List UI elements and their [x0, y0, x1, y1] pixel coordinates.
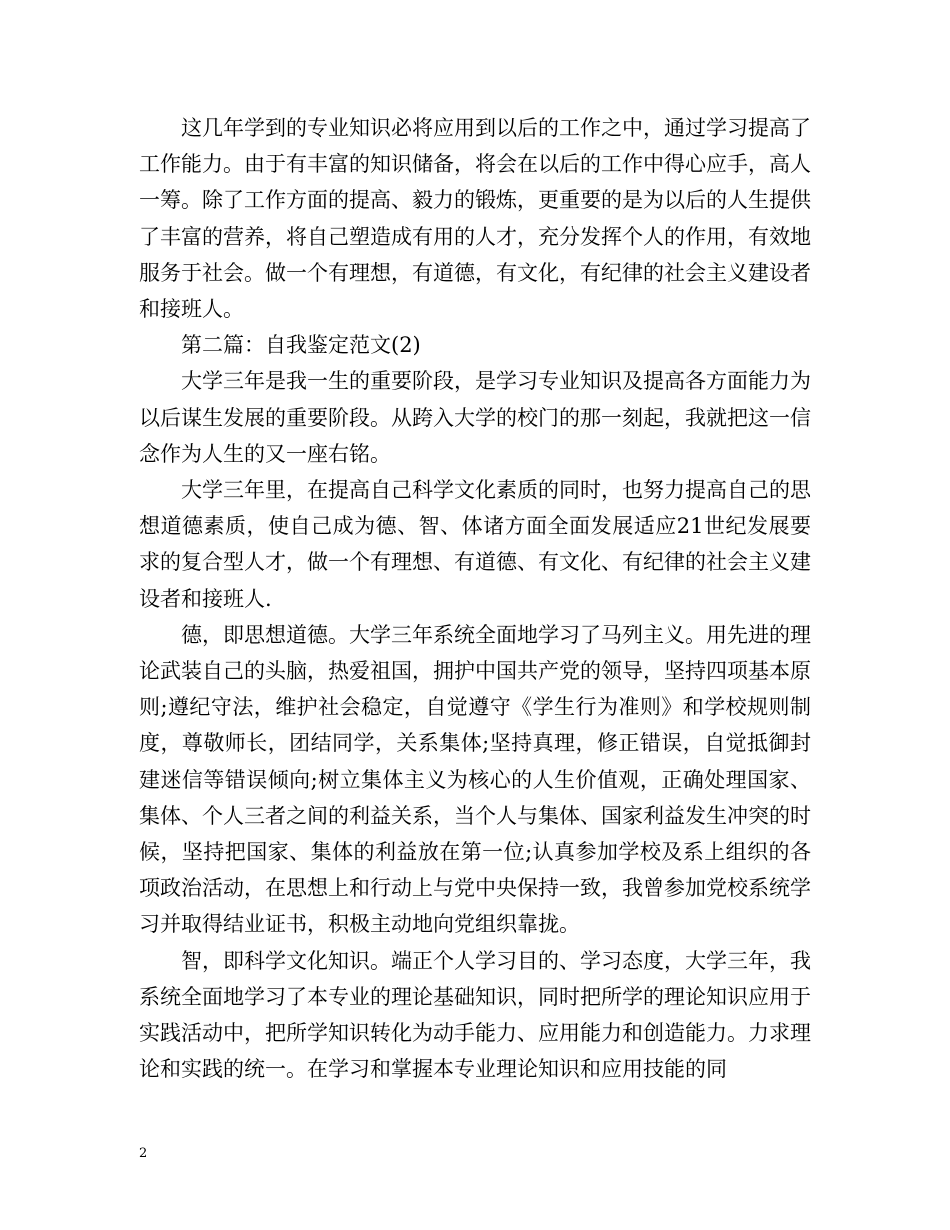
body-text: [139, 110, 811, 1087]
paragraph-morality: 德，即思想道德。大学三年系统全面地学习了马列主义。用先进的理论武装自己的头脑，热爱祖国，拥护中国共产党的领导，坚持四项基本原则;遵纪守法，维护社会稳定，自觉遵守《学生行为准则》和学校规则制度，尊敬师长，团结同学，关系集体;坚持真理，修正错误，自觉抵御封建迷信等错误倾向;树立集体主义为核心的人生价值观，正确处理国家、集体、个人三者之间的利益关系，当个人与集体、国家利益发生冲突的时候，坚持把国家、集体的利益放在第一位;认真参加学校及系上组织的各项政治活动，在思想上和行动上与党中央保持一致，我曾参加党校系统学习并取得结业证书，积极主动地向党组织靠拢。: [139, 622, 811, 937]
paragraph-intro: 大学三年是我一生的重要阶段，是学习专业知识及提高各方面能力为以后谋生发展的重要阶段。从跨入大学的校门的那一刻起，我就把这一信念作为人生的又一座右铭。: [139, 369, 811, 466]
paragraph-closing-previous: 这几年学到的专业知识必将应用到以后的工作之中，通过学习提高了工作能力。由于有丰富的知识储备，将会在以后的工作中得心应手，高人一筹。除了工作方面的提高、毅力的锻炼，更重要的是为以后的人生提供了丰富的营养，将自己塑造成有用的人才，充分发挥个人的作用，有效地服务于社会。做一个有理想，有道德，有文化，有纪律的社会主义建设者和接班人。: [139, 116, 811, 322]
paragraph-knowledge: 智，即科学文化知识。端正个人学习目的、学习态度，大学三年，我系统全面地学习了本专业的理论基础知识，同时把所学的理论知识应用于实践活动中，把所学知识转化为动手能力、应用能力和创造能力。力求理论和实践的统一。在学习和掌握本专业理论知识和应用技能的同: [139, 948, 811, 1082]
page-number: 2: [139, 1146, 148, 1161]
section-heading: 第二篇：自我鉴定范文(2): [181, 333, 421, 358]
paragraph-overview: 大学三年里，在提高自己科学文化素质的同时，也努力提高自己的思想道德素质，使自己成为德、智、体诸方面全面发展适应21世纪发展要求的复合型人才，做一个有理想、有道德、有文化、有纪律的社会主义建设者和接班人.: [139, 478, 811, 611]
